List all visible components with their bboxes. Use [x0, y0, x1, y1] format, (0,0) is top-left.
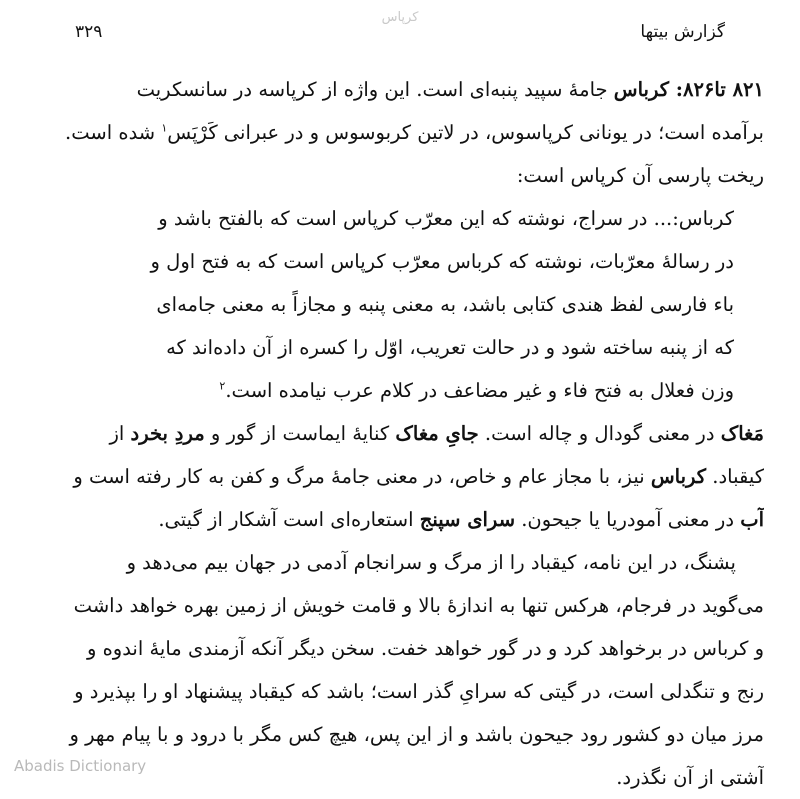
text-line — [36, 412, 764, 455]
text-run: کنایهٔ ایماست از گور و — [204, 422, 396, 445]
text-run: جامهٔ سپید پنبه‌ای است. این واژه از کرپاسه در سانسکریت — [136, 78, 614, 101]
text-run: نیز، با مجاز عام و خاص، در معنی جامهٔ مرگ و کفن به کار رفته است و — [73, 465, 651, 488]
text-line — [36, 498, 764, 541]
text-line: و کرباس در برخواهد کرد و در گور خواهد خفت. سخن دیگر آنکه آزمندی مایهٔ اندوه و — [86, 637, 764, 660]
text-line: می‌گوید در فرجام، هرکس تنها به اندازهٔ بالا و قامت خویش از زمین بهره خواهد داشت — [73, 594, 764, 617]
page-number: ۳۲۹ — [75, 22, 103, 42]
quotation-block — [62, 197, 734, 412]
text-run: در معنی آمودریا یا جیحون. — [515, 508, 741, 531]
text-line: پشنگ، در این نامه، کیقباد را از مرگ و سرانجام آدمی در جهان بیم می‌دهد و — [126, 551, 736, 574]
running-title: گزارش بیتها — [640, 22, 725, 42]
text-run: در معنی گودال و چاله است. — [478, 422, 721, 445]
quote-line: کرباس:... در سراج، نوشته که این معرّب کرپاس است که بالفتح باشد و — [158, 207, 734, 230]
text-run: برآمده است؛ در یونانی کرپاسوس، در لاتین کربوسوس و در عبرانی کَرْپَس — [167, 121, 764, 144]
text-line — [36, 455, 764, 498]
watermark: Abadis Dictionary — [14, 757, 147, 775]
body-text — [36, 68, 764, 799]
text-line — [36, 111, 764, 154]
text-run: ریخت پارسی آن کرپاس است: — [516, 164, 764, 187]
text-line — [36, 68, 764, 111]
text-run: کیقباد. — [706, 465, 764, 488]
footnote-marker: ۲ — [219, 379, 226, 393]
footnote-marker: ۱ — [161, 121, 168, 135]
text-line: آشتی از آن نگذرد. — [616, 766, 764, 789]
text-line — [36, 154, 764, 197]
text-run: وزن فعلال به فتح فاء و غیر مضاعف در کلام عرب نیامده است. — [225, 379, 734, 402]
quote-line: در رسالهٔ معرّبات، نوشته که کرباس معرّب کرپاس است که به فتح اول و — [150, 250, 734, 273]
text-run: شده است. — [65, 121, 162, 144]
text-run: استعاره‌ای است آشکار از گیتی. — [158, 508, 420, 531]
text-line: رنج و تنگدلی است، در گیتی که سرایِ گذر است؛ باشد که کیقباد پیشنهاد او را بپذیرد و — [74, 680, 764, 703]
term: آب — [740, 508, 764, 531]
entry-heading: ۸۲۱ تا۸۲۶: کرباس — [613, 78, 764, 101]
term: مردِ بخرد — [130, 422, 205, 445]
term: سرای سپنج — [419, 508, 516, 531]
text-run: از — [109, 422, 131, 445]
text-line: مرز میان دو کشور رود جیحون باشد و از این پس، هیچ کس مگر با درود و با پیام مهر و — [69, 723, 764, 746]
term: مَغاک — [720, 422, 764, 445]
term: جایِ مغاک — [395, 422, 479, 445]
overlay-word: کرپاس — [381, 10, 419, 25]
quote-line: باء فارسی لفظ هندی کتابی باشد، به معنی پنبه و مجازاً به معنی جامه‌ای — [156, 293, 734, 316]
quote-line — [62, 369, 734, 412]
term: کرباس — [650, 465, 707, 488]
quote-line: که از پنبه ساخته شود و در حالت تعریب، اوّل را کسره از آن داده‌اند که — [166, 336, 734, 359]
